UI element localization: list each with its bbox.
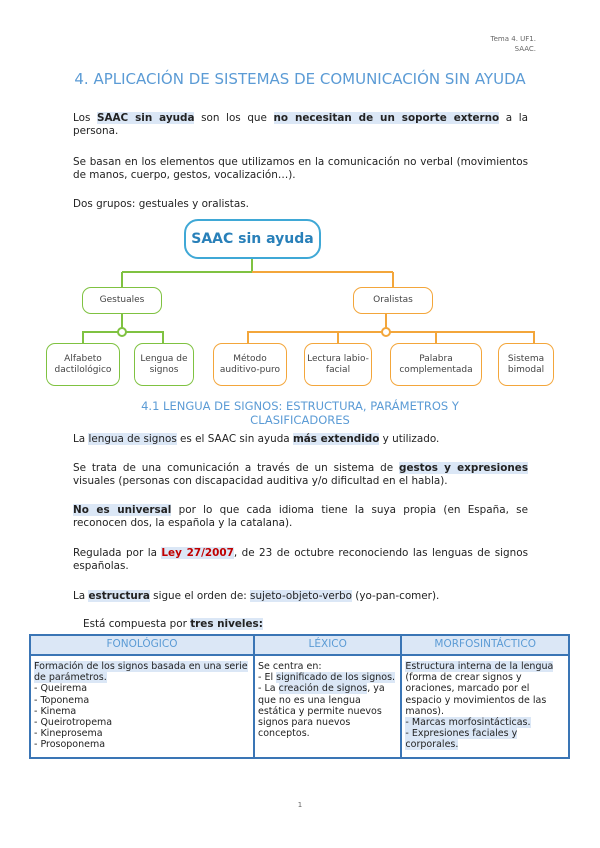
connector-oralistas [248,314,534,343]
table-cell-fonologico [30,655,254,758]
diagram-connectors [0,0,600,400]
connector-root-branches [122,259,393,287]
intro-paragraph-2: Se basan en los elementos que utilizamos en la comunicación no verbal (movimientos de manos, cuerpo, gestos, vocalización…). [73,156,528,181]
morfo-lead: Estructura interna de la lengua [405,661,554,672]
list-item: - Queirema [34,683,88,695]
diagram-node-alfabeto: Alfabeto dactilológico [46,343,120,386]
list-item: - Prosoponema [34,739,106,751]
section-paragraph-5: La estructura sigue el orden de: sujeto-objeto-verbo (yo-pan-comer). [73,590,440,602]
section-paragraph-2: Se trata de una comunicación a través de un sistema de gestos y expresiones visuales (personas con discapacidad auditiva y/o dificultad en el habla). [73,462,528,487]
header-line2: SAAC. [514,45,536,53]
levels-table [29,634,570,759]
diagram-node-oralistas: Oralistas [353,287,433,314]
table-header-fonologico: FONOLÓGICO [30,635,254,655]
diagram-node-palabra: Palabra complementada [390,343,482,386]
table-header-lexico: LÉXICO [254,635,401,655]
intro-paragraph-1: Los SAAC sin ayuda son los que no necesitan de un soporte externo a la persona. [73,112,528,137]
list-item: - Marcas morfosintácticas. [405,717,531,729]
page-number: 1 [297,801,303,809]
list-item: - Queirotropema [34,717,113,729]
diagram-node-bimodal: Sistema bimodal [498,343,554,386]
table-cell-morfosintactico [401,655,569,758]
section-paragraph-1: La lengua de signos es el SAAC sin ayuda más extendido y utilizado. [73,433,440,445]
diagram-node-lectura: Lectura labio-facial [304,343,372,386]
section-paragraph-4: Regulada por la Ley 27/2007, de 23 de octubre reconociendo las lenguas de signos españolas. [73,547,529,572]
list-item: - Expresiones faciales y corporales. [405,728,518,751]
diagram-node-metodo-auditivo: Método auditivo-puro [213,343,287,386]
list-item: - Kineprosema [34,728,103,740]
section-title: 4.1 LENGUA DE SIGNOS: ESTRUCTURA, PARÁMETROS Y CLASIFICADORES [141,399,459,427]
section-paragraph-6: Está compuesta por tres niveles: [83,618,263,630]
lexico-item-b: - La creación de signos, ya que no es una lengua estática y permite nuevos signos para nuevos conceptos. [258,683,385,740]
list-item: - Toponema [34,694,90,706]
morfo-text: (forma de crear signos y oraciones, marcado por el espacio y movimientos de las manos). [405,672,547,717]
page-title: 4. APLICACIÓN DE SISTEMAS DE COMUNICACIÓN SIN AYUDA [74,70,526,88]
table-header-morfosintactico: MORFOSINTÁCTICO [401,635,569,655]
list-item: - Kinema [34,705,77,717]
lexico-item-a: - El significado de los signos. [258,672,396,684]
table-header-row [30,635,569,655]
fonologico-lead: Formación de los signos basada en una serie de parámetros. [34,661,248,684]
diagram-root-node: SAAC sin ayuda [184,219,321,259]
diagram-node-lengua-signos: Lengua de signos [134,343,194,386]
connector-gestuales [83,314,163,343]
header-line1: Tema 4. UF1. [490,35,536,43]
lexico-lead: Se centra en: [258,661,322,672]
section-paragraph-3: No es universal por lo que cada idioma tiene la suya propia (en España, se reconocen dos, la española y la catalana). [73,504,528,529]
diagram-node-gestuales: Gestuales [82,287,162,314]
table-row [30,655,569,758]
intro-paragraph-3: Dos grupos: gestuales y oralistas. [73,198,249,210]
table-cell-lexico [254,655,401,758]
